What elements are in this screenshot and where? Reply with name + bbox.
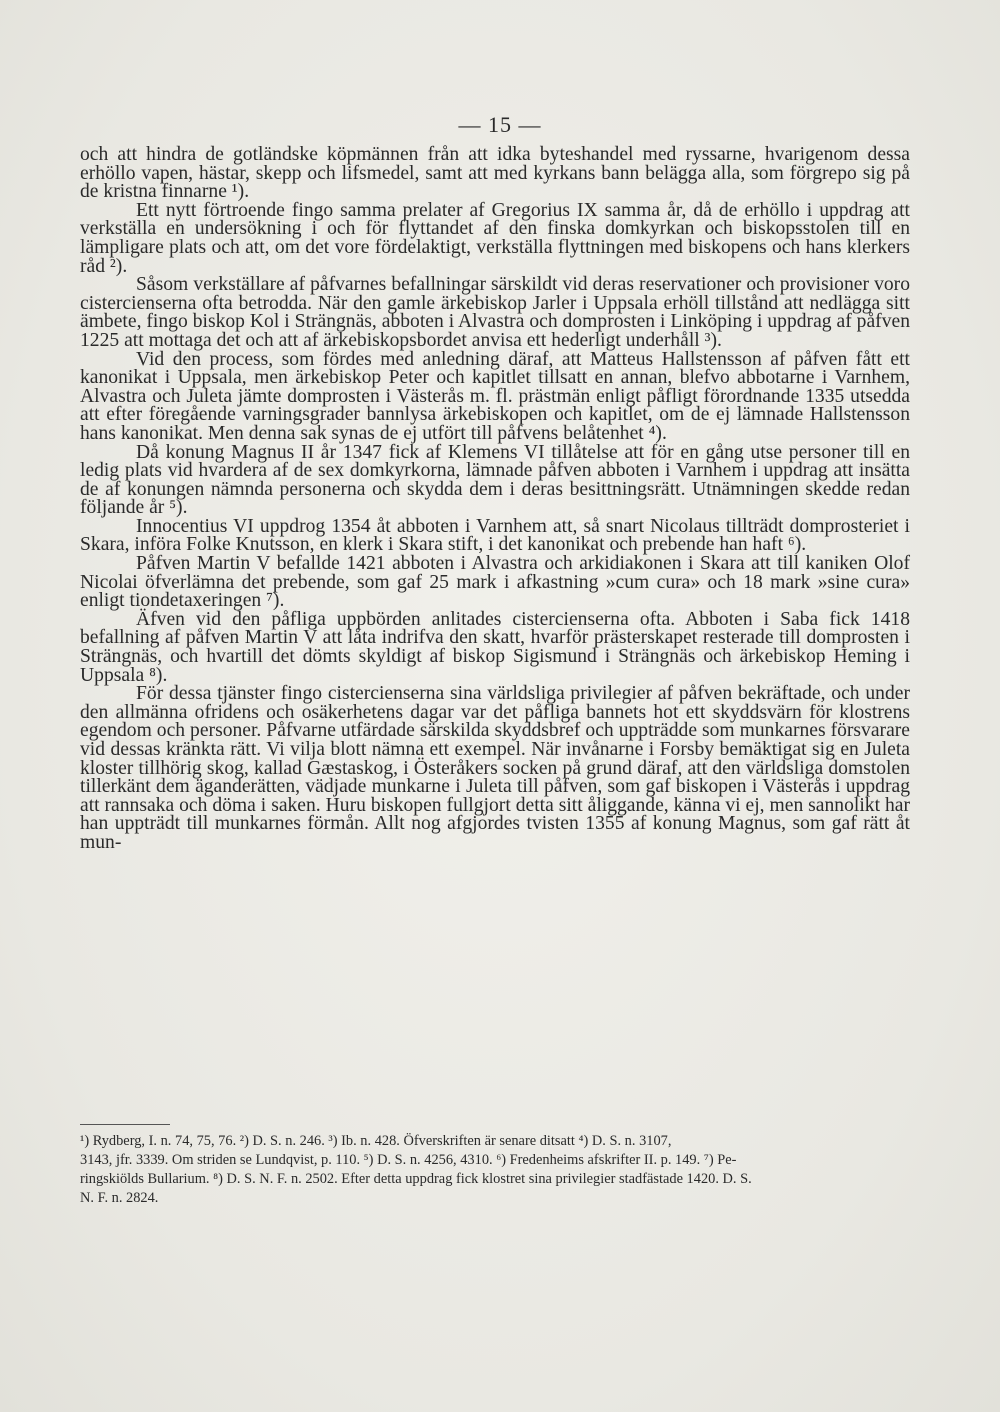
footnotes: [80, 1132, 910, 1208]
page-number: — 15 —: [458, 112, 542, 137]
paragraph: och att hindra de gotländske köpmännen från att idka byteshandel med ryssarne, hvarigenom dessa erhöllo vapen, hästar, skepp och lifsmedel, samt att med kyrkans bann belägga alla, som förgrepo sig på de kristna finnarne ¹).: [80, 144, 910, 203]
footnote-line: 3143, jfr. 3339. Om striden se Lundqvist, p. 110. ⁵) D. S. n. 4256, 4310. ⁶) Fredenheims afskrifter II. p. 149. ⁷) Pe-: [80, 1152, 737, 1168]
body-text: [80, 146, 910, 853]
footnote-line: ringskiölds Bullarium. ⁸) D. S. N. F. n. 2502. Efter detta uppdrag fick klostret sina privilegier stadfästade 1420. D. S.: [80, 1171, 752, 1187]
paragraph: För dessa tjänster fingo cistercienserna sina världsliga privilegier af påfven bekräftade, och under den allmänna ofridens och osäkerhetens dagar var det påfliga bannets hot ett skyddsvärn för klostrens egendom och personer. Påfvarne utfärdade särskilda skyddsbref och uppträdde som munkarnes försvarare vid dessas kränkta rätt. Vi vilja blott nämna ett exempel. När invånarne i Forsby bemäktigat sig en Juleta kloster tillhörig skog, kallad Gæstaskog, i Österåkers socken på grund däraf, att den världsliga domstolen tillerkänt dem äganderätten, vädjade munkarne i Juleta till påfven, som gaf biskopen i Västerås i uppdrag att rannsaka och döma i saken. Huru biskopen fullgjort detta sitt åliggande, känna vi ej, men sannolikt har han uppträdt till munkarnes förmån. Allt nog afgjordes tvisten 1355 af konung Magnus, som gaf rätt åt mun-: [80, 683, 910, 853]
footnote-rule: [80, 1124, 170, 1125]
paragraph: Såsom verkställare af påfvarnes befallningar särskildt vid deras reservationer och provisioner voro cistercienserna ofta betrodda. När den gamle ärkebiskop Jarler i Uppsala erhöll tillstånd att nedlägga sitt ämbete, fingo biskop Kol i Strängnäs, abboten i Alvastra och domprosten i Linköping i uppdrag af påfven 1225 att mottaga det och att af ärkebiskopsbordet anvisa ett hederligt underhåll ³).: [80, 274, 910, 351]
footnote-line: ¹) Rydberg, I. n. 74, 75, 76. ²) D. S. n. 246. ³) Ib. n. 428. Öfverskriften är senare ditsatt ⁴) D. S. n. 3107,: [80, 1133, 672, 1149]
paragraph: Vid den process, som fördes med anledning däraf, att Matteus Hallstensson af påfven fått ett kanonikat i Uppsala, men ärkebiskop Peter och kapitlet tillsatt en annan, blefvo abbotarne i Varnhem, Alvastra och Juleta jämte domprosten i Västerås m. fl. prästmän enligt påfligt förordnande 1335 utsedda att efter föregående varningsgrader bannlysa ärkebiskopen och kapitlet, om de ej lämnade Hallstensson hans kanonikat. Men denna sak synas de ej utfört till påfvens belåtenhet ⁴).: [80, 348, 910, 444]
paragraph: Innocentius VI uppdrog 1354 åt abboten i Varnhem att, så snart Nicolaus tillträdt domprosteriet i Skara, införa Folke Knutsson, en klerk i Skara stift, i det kanonikat och prebende han haft ⁶).: [80, 515, 910, 556]
paragraph: Äfven vid den påfliga uppbörden anlitades cistercienserna ofta. Abboten i Saba fick 1418 befallning af påfven Martin V att låta indrifva den skatt, hvarför prästerskapet resterade till domprosten i Strängnäs, och hvartill det dömts skyldigt af biskop Sigismund i Strängnäs och ärkebiskop Heming i Uppsala ⁸).: [80, 608, 910, 686]
paragraph: Påfven Martin V befallde 1421 abboten i Alvastra och arkidiakonen i Skara att till kaniken Olof Nicolai öfverlämna det prebende, som gaf 25 mark i afkastning »cum cura» och 18 mark »sine cura» enligt tiondetaxeringen ⁷).: [80, 553, 910, 612]
paragraph: Ett nytt förtroende fingo samma prelater af Gregorius IX samma år, då de erhöllo i uppdrag att verkställa en undersökning i och för flyttandet af den finska domkyrkan och biskopsstolen till en lämpligare plats och att, om det vore fördelaktigt, verkställa flyttningen med biskopens och hans klerkers råd ²).: [80, 199, 910, 277]
paragraph: Då konung Magnus II år 1347 fick af Klemens VI tillåtelse att för en gång utse personer till en ledig plats vid hvardera af de sex domkyrkorna, lämnade påfven abboten i Varnhem i uppdrag att insätta de af konungen nämnda personerna och skydda dem i deras besittningsrätt. Utnämningen skedde redan följande år ⁵).: [80, 441, 910, 519]
footnote-line: N. F. n. 2824.: [80, 1190, 159, 1206]
